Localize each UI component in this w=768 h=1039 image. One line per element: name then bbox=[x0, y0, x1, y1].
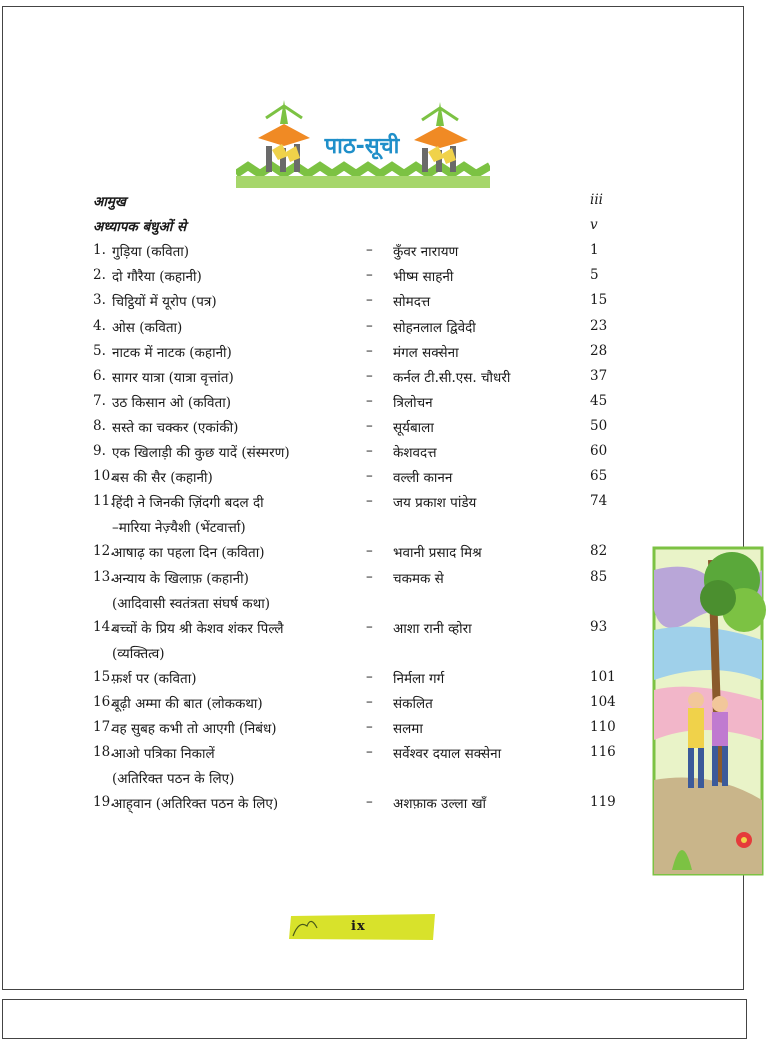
lesson-page: 37 bbox=[590, 367, 608, 384]
lesson-number: 2. bbox=[93, 267, 106, 284]
lesson-page: 82 bbox=[590, 543, 608, 560]
separator-dash: – bbox=[366, 242, 373, 259]
lesson-page: 110 bbox=[590, 719, 616, 736]
lesson-page: 65 bbox=[590, 468, 608, 485]
lesson-title: बस की सैर (कहानी) bbox=[112, 470, 213, 487]
separator-dash: – bbox=[366, 744, 373, 761]
lesson-row bbox=[0, 493, 768, 515]
lesson-title: उठ किसान ओ (कविता) bbox=[112, 394, 232, 411]
separator-dash: – bbox=[366, 367, 373, 384]
lesson-author: निर्मला गर्ग bbox=[393, 670, 445, 687]
lesson-number: 19. bbox=[93, 794, 115, 811]
separator-dash: – bbox=[366, 618, 373, 635]
lesson-row bbox=[0, 318, 768, 340]
separator-dash: – bbox=[366, 794, 373, 811]
lesson-number: 14. bbox=[93, 618, 115, 635]
lesson-title: –मारिया नेज़्यैशी (भेंटवार्त्ता) bbox=[112, 520, 246, 537]
separator-dash: – bbox=[366, 694, 373, 710]
page-number: ix bbox=[351, 919, 366, 934]
lesson-title: हिंदी ने जिनकी ज़िंदगी बदल दी bbox=[112, 495, 264, 512]
lesson-row bbox=[0, 267, 768, 289]
lesson-title: आह्‌वान (अतिरिक्त पठन के लिए) bbox=[112, 796, 279, 813]
lesson-row bbox=[0, 343, 768, 365]
lesson-author: संकलित bbox=[393, 696, 433, 712]
lesson-row bbox=[0, 443, 768, 465]
lesson-author: सोमदत्त bbox=[393, 294, 431, 311]
lesson-number: 9. bbox=[93, 443, 106, 459]
separator-dash: – bbox=[366, 493, 373, 510]
lesson-title: सागर यात्रा (यात्रा वृत्तांत) bbox=[112, 369, 234, 386]
lesson-author: कर्नल टी.सी.एस. चौधरी bbox=[393, 369, 511, 386]
lesson-number: 1. bbox=[93, 242, 106, 259]
lesson-title: फ़र्श पर (कविता) bbox=[112, 670, 197, 687]
lesson-author: सलमा bbox=[393, 721, 423, 738]
lesson-title: (अतिरिक्त पठन के लिए) bbox=[112, 771, 235, 788]
separator-dash: – bbox=[366, 568, 373, 585]
lesson-title: (आदिवासी स्वतंत्रता संघर्ष कथा) bbox=[112, 595, 270, 612]
lesson-page: 1 bbox=[590, 242, 599, 259]
lesson-title: बूढ़ी अम्मा की बात (लोककथा) bbox=[112, 696, 263, 712]
lesson-title: वह सुबह कभी तो आएगी (निबंध) bbox=[112, 721, 277, 738]
lesson-page: 104 bbox=[590, 694, 616, 710]
lesson-title: सस्ते का चक्कर (एकांकी) bbox=[112, 419, 239, 436]
lesson-page: 60 bbox=[590, 443, 608, 459]
children-walking-icon bbox=[652, 540, 766, 880]
lesson-row bbox=[0, 418, 768, 440]
lesson-page: 50 bbox=[590, 417, 608, 434]
lesson-author: अशफ़ाक उल्ला खाँ bbox=[393, 796, 487, 813]
separator-dash: – bbox=[366, 417, 373, 434]
lesson-title: गुड़िया (कविता) bbox=[112, 244, 190, 261]
front-matter-page: v bbox=[590, 217, 598, 234]
front-matter-page: iii bbox=[590, 192, 603, 208]
separator-dash: – bbox=[366, 292, 373, 309]
lesson-title: एक खिलाड़ी की कुछ यादें (संस्मरण) bbox=[112, 445, 290, 461]
lesson-title: आषाढ़ का पहला दिन (कविता) bbox=[112, 545, 265, 562]
lesson-number: 6. bbox=[93, 367, 106, 384]
lesson-title: आओ पत्रिका निकालें bbox=[112, 746, 215, 763]
separator-dash: – bbox=[366, 342, 373, 359]
lesson-page: 45 bbox=[590, 392, 608, 409]
lesson-author: भवानी प्रसाद मिश्र bbox=[393, 545, 482, 562]
separator-dash: – bbox=[366, 468, 373, 485]
lesson-number: 17. bbox=[93, 719, 115, 736]
lesson-author: आशा रानी व्होरा bbox=[393, 620, 472, 637]
separator-dash: – bbox=[366, 543, 373, 560]
front-matter-title: अध्यापक बंधुओं से bbox=[93, 219, 187, 236]
lesson-row bbox=[0, 468, 768, 490]
separator-dash: – bbox=[366, 392, 373, 409]
lesson-title: ओस (कविता) bbox=[112, 319, 183, 336]
lesson-title: अन्याय के खिलाफ़ (कहानी) bbox=[112, 570, 249, 587]
lesson-number: 11. bbox=[93, 493, 115, 510]
lesson-title: नाटक में नाटक (कहानी) bbox=[112, 344, 232, 361]
lesson-row bbox=[0, 292, 768, 314]
lesson-author: वल्ली कानन bbox=[393, 470, 453, 487]
lesson-title: चिट्ठियों में यूरोप (पत्र) bbox=[112, 294, 217, 311]
lesson-author: चकमक से bbox=[393, 570, 444, 587]
lesson-row bbox=[0, 242, 768, 264]
lesson-number: 12. bbox=[93, 543, 115, 560]
lesson-author: सोहनलाल द्विवेदी bbox=[393, 319, 476, 336]
lesson-number: 3. bbox=[93, 292, 106, 309]
lesson-number: 16. bbox=[93, 694, 115, 710]
separator-dash: – bbox=[366, 668, 373, 685]
lesson-author: केशवदत्त bbox=[393, 445, 437, 461]
lesson-page: 101 bbox=[590, 668, 616, 685]
lesson-page: 85 bbox=[590, 568, 608, 585]
illustration-children-walking bbox=[652, 540, 766, 880]
lesson-title: (व्यक्तित्व) bbox=[112, 645, 165, 662]
lesson-row-continuation bbox=[0, 518, 768, 540]
separator-dash: – bbox=[366, 443, 373, 459]
separator-dash: – bbox=[366, 317, 373, 334]
front-matter-title: आमुख bbox=[93, 194, 126, 210]
separator-dash: – bbox=[366, 719, 373, 736]
lesson-page: 119 bbox=[590, 794, 616, 811]
page-number-band bbox=[287, 912, 437, 942]
separator-dash: – bbox=[366, 267, 373, 284]
lesson-number: 8. bbox=[93, 417, 106, 434]
lesson-number: 4. bbox=[93, 317, 106, 334]
lesson-page: 116 bbox=[590, 744, 616, 761]
lesson-author: भीष्म साहनी bbox=[393, 269, 454, 286]
page-title: पाठ-सूची bbox=[324, 134, 400, 159]
lesson-author: जय प्रकाश पांडेय bbox=[393, 495, 477, 512]
lesson-row bbox=[0, 368, 768, 390]
lesson-page: 5 bbox=[590, 267, 599, 284]
lesson-author: सूर्यबाला bbox=[393, 419, 434, 436]
lesson-page: 28 bbox=[590, 342, 608, 359]
lesson-number: 18. bbox=[93, 744, 115, 761]
lesson-author: सर्वेश्वर दयाल सक्सेना bbox=[393, 746, 502, 763]
lesson-page: 23 bbox=[590, 317, 608, 334]
lesson-author: त्रिलोचन bbox=[393, 394, 433, 411]
lesson-page: 74 bbox=[590, 493, 608, 510]
lesson-number: 7. bbox=[93, 392, 106, 409]
lesson-author: कुँवर नारायण bbox=[393, 244, 459, 261]
lesson-number: 5. bbox=[93, 342, 106, 359]
lesson-page: 15 bbox=[590, 292, 608, 309]
lesson-title: दो गौरैया (कहानी) bbox=[112, 269, 202, 286]
front-matter-row bbox=[0, 217, 768, 239]
lesson-number: 13. bbox=[93, 568, 115, 585]
lesson-page: 93 bbox=[590, 618, 608, 635]
lesson-number: 10. bbox=[93, 468, 115, 485]
lesson-title: बच्चों के प्रिय श्री केशव शंकर पिल्लै bbox=[112, 620, 284, 637]
lesson-row bbox=[0, 393, 768, 415]
lesson-number: 15. bbox=[93, 668, 115, 685]
lesson-author: मंगल सक्सेना bbox=[393, 344, 459, 361]
front-matter-row bbox=[0, 192, 768, 214]
